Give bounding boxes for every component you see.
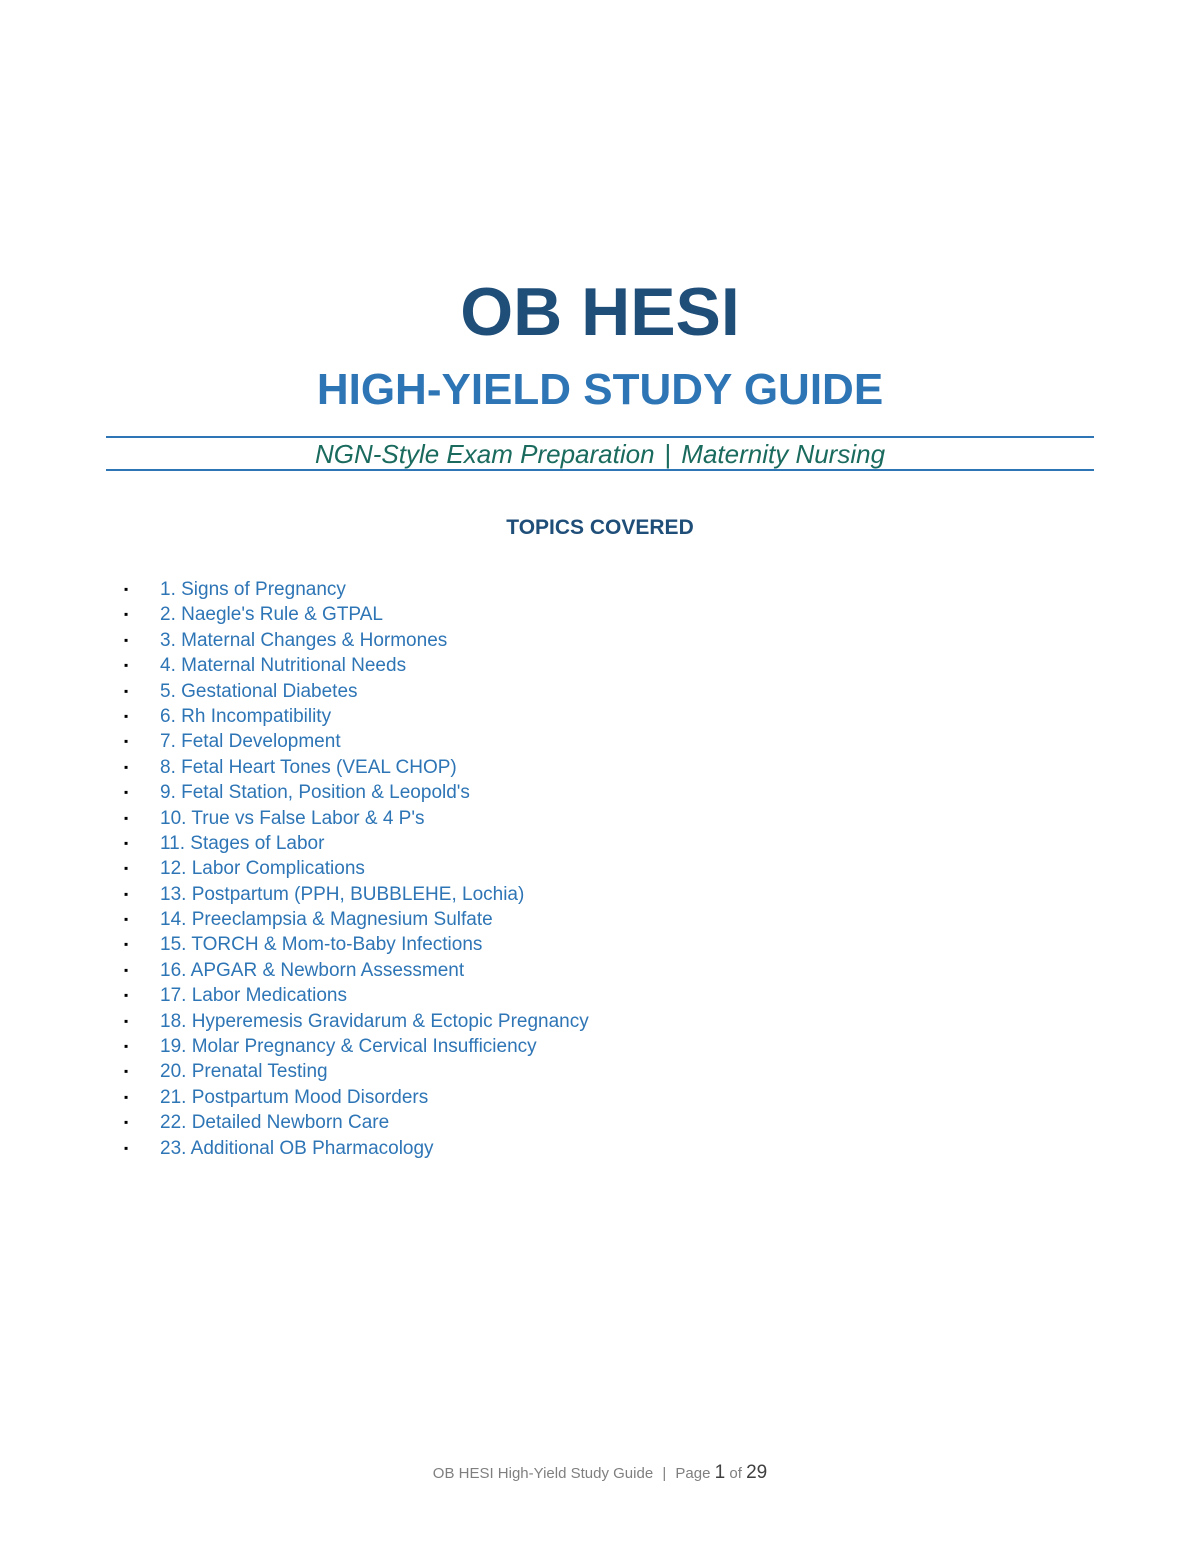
topic-label: 20. Prenatal Testing <box>160 1061 328 1083</box>
topic-item <box>120 806 589 831</box>
bullet-icon: ▪ <box>124 912 129 927</box>
topic-label: 11. Stages of Labor <box>160 832 325 854</box>
bullet-icon: ▪ <box>124 658 129 673</box>
bullet-icon: ▪ <box>124 708 129 723</box>
topic-item <box>120 983 589 1008</box>
topic-item <box>120 831 589 856</box>
topic-item <box>120 907 589 932</box>
tagline-right: Maternity Nursing <box>681 439 886 469</box>
bullet-icon: ▪ <box>124 1140 129 1155</box>
topic-item <box>120 1136 589 1161</box>
topic-label: 1. Signs of Pregnancy <box>160 579 346 600</box>
tagline-left: NGN-Style Exam Preparation <box>314 439 655 469</box>
topic-item <box>120 1059 589 1084</box>
bullet-icon: ▪ <box>124 785 129 800</box>
footer-current-page: 1 <box>714 1462 726 1483</box>
bullet-icon: ▪ <box>124 607 129 622</box>
bullet-icon: ▪ <box>124 988 129 1003</box>
topic-label: 22. Detailed Newborn Care <box>160 1112 390 1134</box>
topic-label: 19. Molar Pregnancy & Cervical Insufficiency <box>160 1036 537 1058</box>
footer-of-label: of <box>729 1465 742 1482</box>
topic-item <box>120 755 589 780</box>
bullet-icon: ▪ <box>124 1064 129 1079</box>
topic-label: 2. Naegle's Rule & GTPAL <box>160 604 383 626</box>
topic-label: 5. Gestational Diabetes <box>160 680 358 702</box>
footer-total-pages: 29 <box>746 1462 768 1483</box>
bullet-icon: ▪ <box>124 886 129 901</box>
bullet-icon: ▪ <box>124 861 129 876</box>
bottom-divider <box>106 469 1094 471</box>
topic-item <box>120 602 589 627</box>
topic-label: 6. Rh Incompatibility <box>160 705 332 727</box>
bullet-icon: ▪ <box>124 810 129 825</box>
bullet-icon: ▪ <box>124 1013 129 1028</box>
tagline <box>0 438 1200 470</box>
topic-label: 8. Fetal Heart Tones (VEAL CHOP) <box>160 756 457 778</box>
topic-label: 10. True vs False Labor & 4 P's <box>160 807 425 829</box>
footer-page-label: Page <box>675 1465 711 1482</box>
topic-item <box>120 882 589 907</box>
topic-item <box>120 653 589 678</box>
topic-label: 21. Postpartum Mood Disorders <box>160 1086 429 1108</box>
topic-label: 9. Fetal Station, Position & Leopold's <box>160 782 470 804</box>
topic-label: 16. APGAR & Newborn Assessment <box>160 959 465 981</box>
topic-item <box>120 1034 589 1059</box>
topic-item <box>120 1085 589 1110</box>
topic-label: 18. Hyperemesis Gravidarum & Ectopic Pregnancy <box>160 1010 589 1032</box>
topic-label: 13. Postpartum (PPH, BUBBLEHE, Lochia) <box>160 883 525 905</box>
topic-item <box>120 628 589 653</box>
topic-label: 14. Preeclampsia & Magnesium Sulfate <box>160 909 493 931</box>
footer-separator: | <box>662 1465 667 1482</box>
topic-label: 17. Labor Medications <box>160 985 347 1007</box>
bullet-icon: ▪ <box>124 1039 129 1054</box>
topics-list <box>120 577 589 1161</box>
bullet-icon: ▪ <box>124 835 129 850</box>
topics-heading: TOPICS COVERED <box>506 516 694 539</box>
topic-label: 3. Maternal Changes & Hormones <box>160 629 448 651</box>
topic-item <box>120 729 589 754</box>
bullet-icon: ▪ <box>124 1089 129 1104</box>
tagline-separator: | <box>664 439 672 469</box>
topic-item <box>120 1009 589 1034</box>
bullet-icon: ▪ <box>124 962 129 977</box>
topic-label: 12. Labor Complications <box>160 858 365 880</box>
topic-item <box>120 932 589 957</box>
document-subtitle: HIGH-YIELD STUDY GUIDE <box>316 365 884 414</box>
bullet-icon: ▪ <box>124 582 129 596</box>
topic-label: 7. Fetal Development <box>160 731 341 753</box>
bullet-icon: ▪ <box>124 734 129 749</box>
topic-item <box>120 679 589 704</box>
topic-label: 4. Maternal Nutritional Needs <box>160 655 407 677</box>
page-footer <box>0 1462 1200 1485</box>
bullet-icon: ▪ <box>124 1115 129 1130</box>
bullet-icon: ▪ <box>124 937 129 952</box>
footer-doc-name: OB HESI High-Yield Study Guide <box>432 1465 654 1482</box>
topic-item <box>120 704 589 729</box>
bullet-icon: ▪ <box>124 632 129 647</box>
topic-label: 15. TORCH & Mom-to-Baby Infections <box>160 934 483 956</box>
topic-item <box>120 856 589 881</box>
topic-item <box>120 958 589 983</box>
topic-item <box>120 780 589 805</box>
topic-label: 23. Additional OB Pharmacology <box>160 1137 434 1159</box>
bullet-icon: ▪ <box>124 683 129 698</box>
bullet-icon: ▪ <box>124 759 129 774</box>
document-title: OB HESI <box>460 274 740 350</box>
topic-item <box>120 1110 589 1135</box>
topic-item <box>120 577 589 602</box>
